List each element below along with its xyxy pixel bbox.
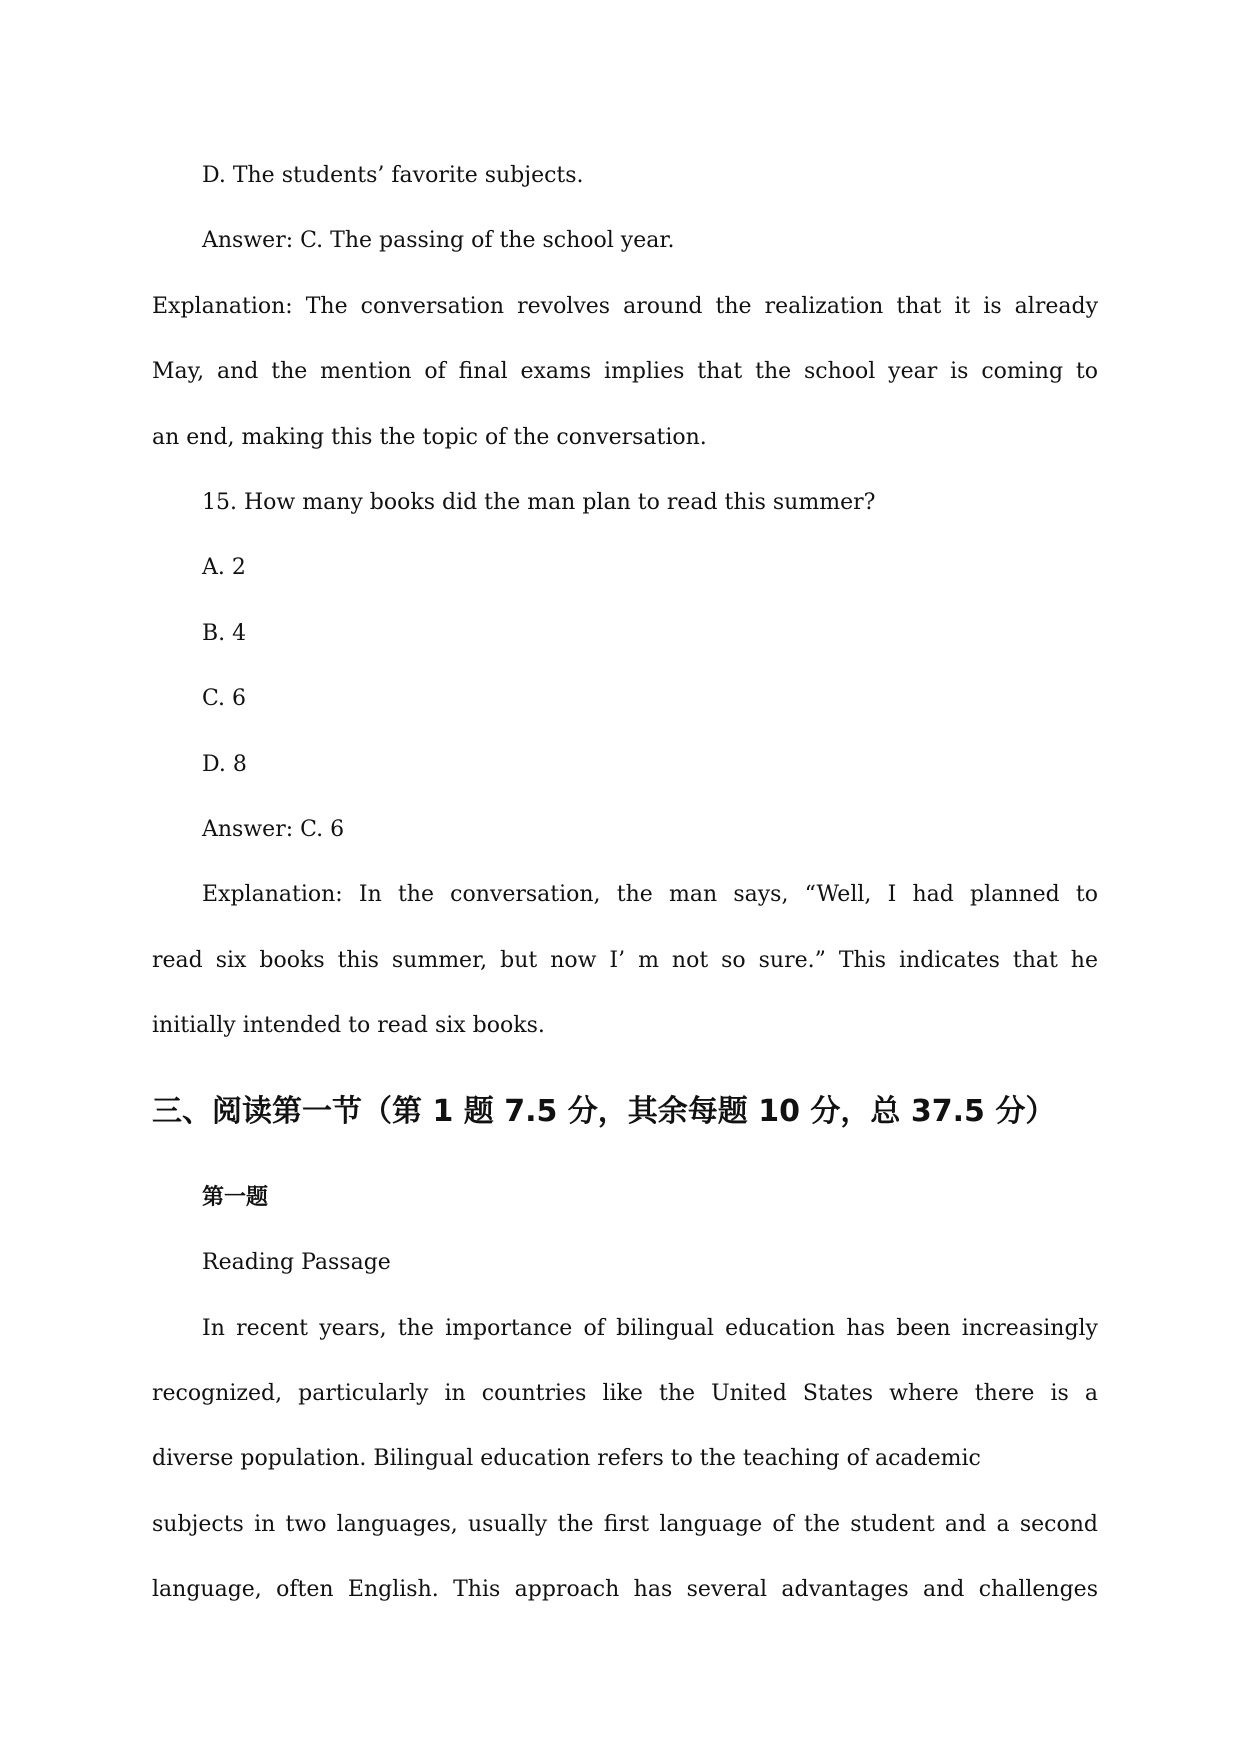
passage-line-3: diverse population. Bilingual education refers to the teaching of academic <box>152 1446 981 1472</box>
q14-explanation-line-2: May, and the mention of final exams implies that the school year is coming to <box>152 359 1098 385</box>
question-subheading: 第一题 <box>202 1184 269 1210</box>
q15-question: 15. How many books did the man plan to read this summer? <box>202 490 876 516</box>
q15-explanation-line-3: initially intended to read six books. <box>152 1013 545 1039</box>
passage-line-4: subjects in two languages, usually the first language of the student and a second <box>152 1511 1098 1537</box>
q15-option-b: B. 4 <box>202 620 247 646</box>
q15-option-a: A. 2 <box>202 555 246 581</box>
q15-option-d: D. 8 <box>202 751 247 777</box>
q15-explanation-line-2: read six books this summer, but now I’ m not so sure.” This indicates that he <box>152 947 1098 973</box>
q15-explanation-line-1: Explanation: In the conversation, the man says, “Well, I had planned to <box>202 882 1098 908</box>
passage-line-2: recognized, particularly in countries like the United States where there is a <box>152 1380 1098 1406</box>
q14-option-d: D. The students’ favorite subjects. <box>202 163 584 188</box>
page-content <box>152 143 1098 1623</box>
q15-answer: Answer: C. 6 <box>202 817 345 843</box>
q14-explanation-line-3: an end, making this the topic of the conversation. <box>152 424 707 450</box>
passage-line-5: language, often English. This approach has several advantages and challenges <box>152 1577 1098 1603</box>
q15-option-c: C. 6 <box>202 686 247 712</box>
q14-explanation-line-1: Explanation: The conversation revolves around the realization that it is already <box>152 293 1098 319</box>
q14-answer: Answer: C. The passing of the school year. <box>202 228 675 254</box>
passage-title: Reading Passage <box>202 1250 391 1276</box>
section-heading: 三、阅读第一节（第 1 题 7.5 分，其余每题 10 分，总 37.5 分） <box>152 1093 1056 1129</box>
passage-line-1: In recent years, the importance of bilingual education has been increasingly <box>202 1315 1098 1341</box>
